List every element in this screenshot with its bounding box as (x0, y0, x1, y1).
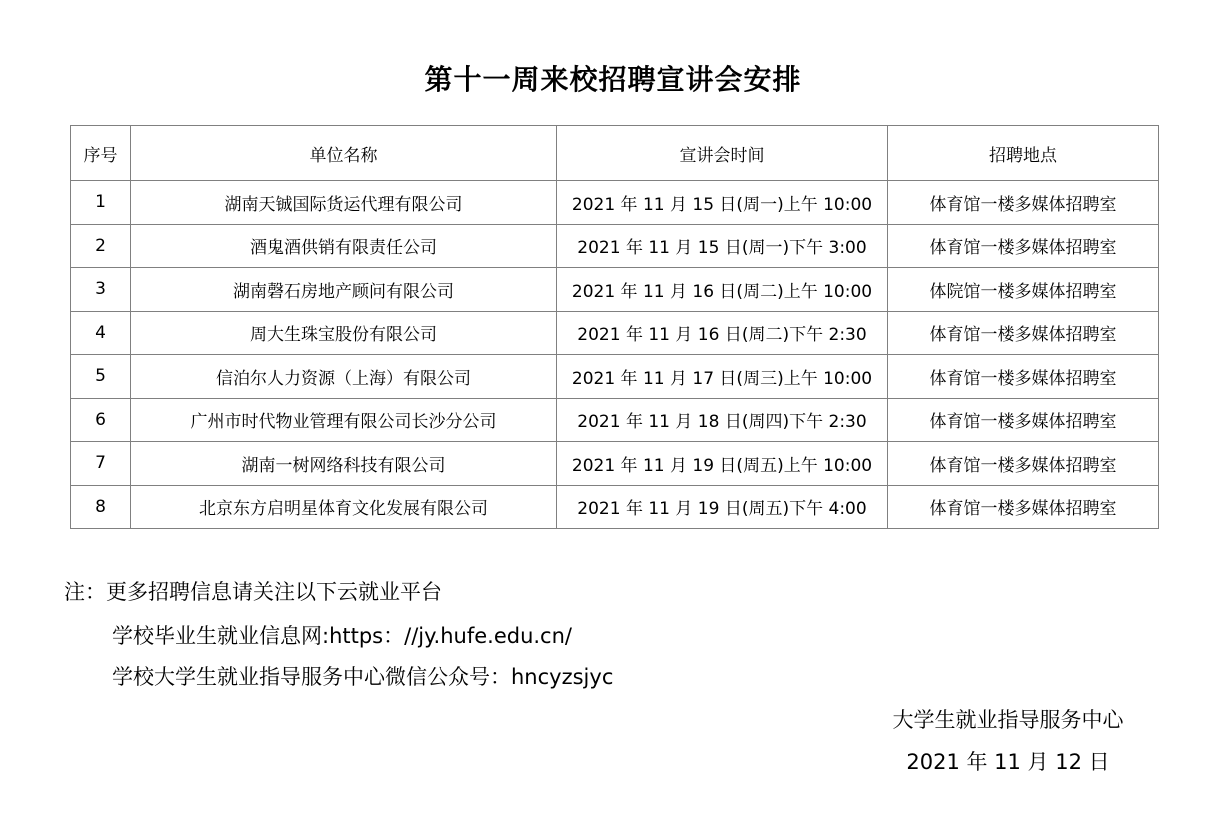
cell-index: 4 (71, 311, 131, 355)
cell-company: 湖南磬石房地产顾问有限公司 (131, 268, 557, 312)
header-company: 单位名称 (131, 126, 557, 181)
cell-company: 湖南天铖国际货运代理有限公司 (131, 181, 557, 225)
cell-location: 体育馆一楼多媒体招聘室 (888, 355, 1159, 399)
wechat-line: 学校大学生就业指导服务中心微信公众号：hncyzsjyc (112, 665, 614, 689)
cell-company: 信泊尔人力资源（上海）有限公司 (131, 355, 557, 399)
table-row (71, 181, 1159, 225)
table-row (71, 311, 1159, 355)
cell-company: 广州市时代物业管理有限公司长沙分公司 (131, 398, 557, 442)
note-heading: 注：更多招聘信息请关注以下云就业平台 (64, 580, 442, 604)
cell-location: 体育馆一楼多媒体招聘室 (888, 224, 1159, 268)
header-location: 招聘地点 (888, 126, 1159, 181)
schedule-table (70, 125, 1159, 529)
table-header-row (71, 126, 1159, 181)
cell-company: 周大生珠宝股份有限公司 (131, 311, 557, 355)
cell-time: 2021 年 11 月 16 日(周二)下午 2:30 (557, 311, 888, 355)
cell-company: 北京东方启明星体育文化发展有限公司 (131, 485, 557, 529)
cell-index: 3 (71, 268, 131, 312)
table-row (71, 485, 1159, 529)
cell-location: 体育馆一楼多媒体招聘室 (888, 485, 1159, 529)
cell-location: 体育馆一楼多媒体招聘室 (888, 398, 1159, 442)
page-title: 第十一周来校招聘宣讲会安排 (424, 63, 802, 96)
cell-index: 5 (71, 355, 131, 399)
cell-time: 2021 年 11 月 15 日(周一)下午 3:00 (557, 224, 888, 268)
signature-date: 2021 年 11 月 12 日 (906, 750, 1110, 774)
table-row (71, 224, 1159, 268)
cell-time: 2021 年 11 月 19 日(周五)上午 10:00 (557, 442, 888, 486)
cell-index: 2 (71, 224, 131, 268)
cell-company: 酒鬼酒供销有限责任公司 (131, 224, 557, 268)
website-line: 学校毕业生就业信息网:https：//jy.hufe.edu.cn/ (112, 624, 572, 648)
cell-time: 2021 年 11 月 17 日(周三)上午 10:00 (557, 355, 888, 399)
cell-time: 2021 年 11 月 16 日(周二)上午 10:00 (557, 268, 888, 312)
cell-time: 2021 年 11 月 18 日(周四)下午 2:30 (557, 398, 888, 442)
cell-index: 1 (71, 181, 131, 225)
cell-time: 2021 年 11 月 19 日(周五)下午 4:00 (557, 485, 888, 529)
header-time: 宣讲会时间 (557, 126, 888, 181)
table-row (71, 398, 1159, 442)
signature-organization: 大学生就业指导服务中心 (892, 708, 1124, 732)
table-row (71, 355, 1159, 399)
table-row (71, 442, 1159, 486)
cell-location: 体育馆一楼多媒体招聘室 (888, 181, 1159, 225)
header-index: 序号 (71, 126, 131, 181)
cell-index: 8 (71, 485, 131, 529)
cell-index: 6 (71, 398, 131, 442)
cell-index: 7 (71, 442, 131, 486)
cell-location: 体院馆一楼多媒体招聘室 (888, 268, 1159, 312)
cell-time: 2021 年 11 月 15 日(周一)上午 10:00 (557, 181, 888, 225)
cell-location: 体育馆一楼多媒体招聘室 (888, 311, 1159, 355)
cell-company: 湖南一树网络科技有限公司 (131, 442, 557, 486)
table-row (71, 268, 1159, 312)
cell-location: 体育馆一楼多媒体招聘室 (888, 442, 1159, 486)
